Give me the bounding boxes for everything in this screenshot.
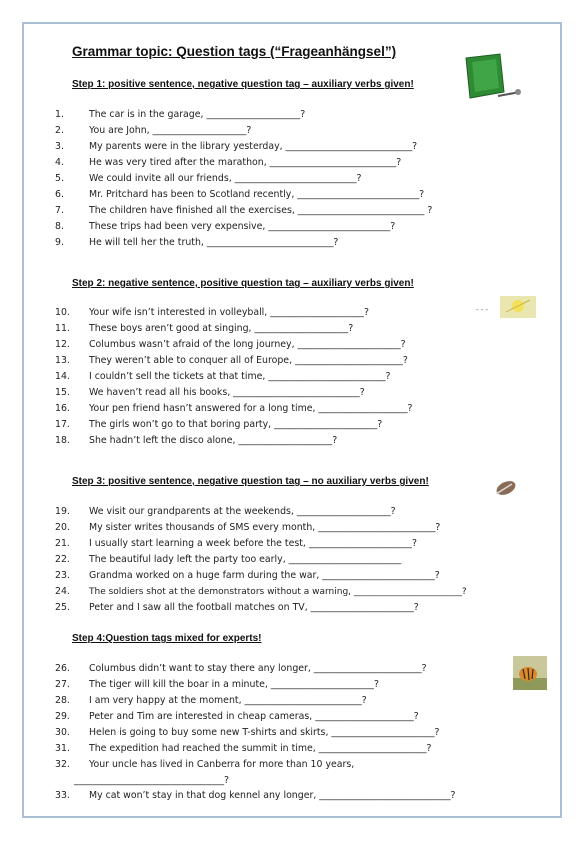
item-number: 27. [55, 679, 70, 690]
item-number: 24. [55, 586, 70, 597]
item-number: 6. [55, 189, 64, 200]
item-number: 26. [55, 663, 70, 674]
item-number: 5. [55, 173, 64, 184]
item-number: 33. [55, 790, 70, 801]
item-number: 13. [55, 355, 70, 366]
item-number: 31. [55, 743, 70, 754]
item-number: 21. [55, 538, 70, 549]
item-number: 20. [55, 522, 70, 533]
item-text: We haven’t read all his books, ___________________________? [89, 387, 365, 398]
item-number: 25. [55, 602, 70, 613]
item-text: We visit our grandparents at the weekends, ____________________? [89, 506, 396, 517]
item-text: I am very happy at the moment, _________________________? [89, 695, 367, 706]
item-number: 11. [55, 323, 70, 334]
item-number: 10. [55, 307, 70, 318]
item-number: 14. [55, 371, 70, 382]
step-4-heading: Step 4:Question tags mixed for experts! [72, 633, 262, 644]
item-text: Columbus didn’t want to stay there any longer, _______________________? [89, 663, 427, 674]
item-text: The soldiers shot at the demonstrators without a warning, ________________________? [89, 587, 467, 597]
item-number: 7. [55, 205, 64, 216]
item-text: Your wife isn’t interested in volleyball, ____________________? [89, 307, 369, 318]
step-2-heading: Step 2: negative sentence, positive question tag – auxiliary verbs given! [72, 278, 414, 289]
item-text: He will tell her the truth, ___________________________? [89, 237, 339, 248]
chalkboard-clipart [462, 52, 524, 104]
item-text: These boys aren’t good at singing, ____________________? [89, 323, 354, 334]
item-number: 1. [55, 109, 64, 120]
item-text: You are John, ____________________? [89, 125, 252, 136]
item-text: He was very tired after the marathon, ___________________________? [89, 157, 402, 168]
item-text: These trips had been very expensive, __________________________? [89, 221, 396, 232]
item-text: The beautiful lady left the party too early, ________________________ [89, 554, 402, 565]
item-text: The expedition had reached the summit in time, _______________________? [89, 743, 432, 754]
step-3-heading: Step 3: positive sentence, negative question tag – no auxiliary verbs given! [72, 476, 429, 487]
item-number: 28. [55, 695, 70, 706]
item-text: They weren’t able to conquer all of Europe, _______________________? [89, 355, 408, 366]
item-text: The children have finished all the exercises, ___________________________ ? [89, 205, 433, 216]
item-number: 3. [55, 141, 64, 152]
item-continuation-line: ________________________________? [74, 775, 229, 786]
item-text: I couldn’t sell the tickets at that time, _________________________? [89, 371, 391, 382]
item-number: 22. [55, 554, 70, 565]
item-text: Your pen friend hasn’t answered for a long time, ___________________? [89, 403, 413, 414]
item-number: 18. [55, 435, 70, 446]
item-text: Peter and Tim are interested in cheap cameras, _____________________? [89, 711, 419, 722]
tiger-clipart [513, 656, 547, 690]
item-number: 8. [55, 221, 64, 232]
item-text: Peter and I saw all the football matches on TV, ______________________? [89, 602, 419, 613]
sunny-landscape-clipart [476, 296, 536, 318]
item-number: 23. [55, 570, 70, 581]
item-number: 29. [55, 711, 70, 722]
item-text: Columbus wasn’t afraid of the long journey, ______________________? [89, 339, 406, 350]
item-number: 15. [55, 387, 70, 398]
item-text: My sister writes thousands of SMS every month, _________________________? [89, 522, 441, 533]
item-text: The car is in the garage, ____________________? [89, 109, 306, 120]
item-number: 12. [55, 339, 70, 350]
item-number: 32. [55, 759, 70, 770]
item-number: 30. [55, 727, 70, 738]
item-number: 2. [55, 125, 64, 136]
item-number: 4. [55, 157, 64, 168]
worksheet-title: Grammar topic: Question tags (“Frageanhängsel”) [72, 44, 397, 59]
item-text: The girls won’t go to that boring party, ______________________? [89, 419, 383, 430]
item-number: 19. [55, 506, 70, 517]
item-text: She hadn’t left the disco alone, ____________________? [89, 435, 338, 446]
item-number: 16. [55, 403, 70, 414]
item-text: I usually start learning a week before the test, ______________________? [89, 538, 417, 549]
item-text: My parents were in the library yesterday, ___________________________? [89, 141, 418, 152]
item-text: My cat won’t stay in that dog kennel any longer, ____________________________? [89, 790, 456, 801]
quill-clipart [494, 478, 518, 498]
item-text: Grandma worked on a huge farm during the war, ________________________? [89, 570, 440, 581]
item-text: Your uncle has lived in Canberra for more than 10 years, [89, 759, 355, 770]
item-text: Helen is going to buy some new T-shirts and skirts, ______________________? [89, 727, 440, 738]
step-1-heading: Step 1: positive sentence, negative question tag – auxiliary verbs given! [72, 79, 414, 90]
item-text: The tiger will kill the boar in a minute, ______________________? [89, 679, 379, 690]
item-number: 9. [55, 237, 64, 248]
svg-text:- - -: - - - [476, 306, 489, 314]
item-text: Mr. Pritchard has been to Scotland recently, __________________________? [89, 189, 425, 200]
item-text: We could invite all our friends, __________________________? [89, 173, 362, 184]
item-number: 17. [55, 419, 70, 430]
